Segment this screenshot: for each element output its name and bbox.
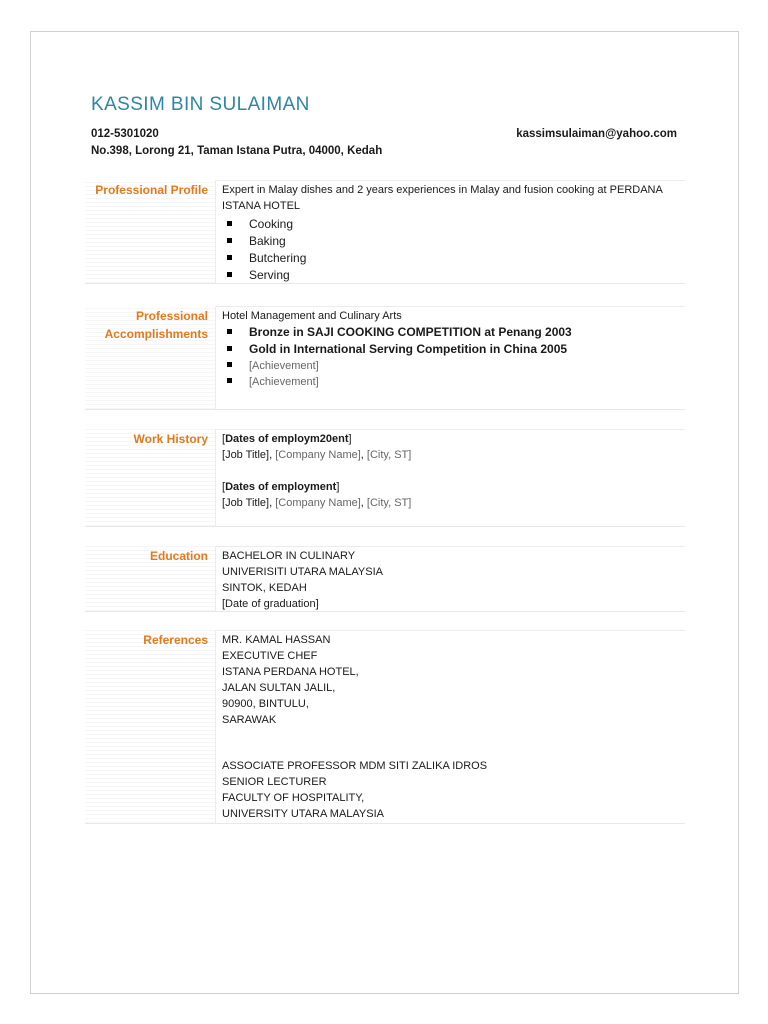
bullet-icon [227, 272, 232, 277]
resume-page [30, 31, 739, 994]
profile-summary: Expert in Malay dishes and 2 years experiences in Malay and fusion cooking at PERDANA ISTANA HOTEL [222, 184, 663, 212]
reference-line: MR. KAMAL HASSAN [222, 634, 331, 646]
skill-text: Butchering [249, 251, 307, 265]
candidate-name: KASSIM BIN SULAIMAN [91, 94, 310, 115]
section-label-cell [85, 630, 215, 824]
list-item [227, 250, 685, 267]
phone-number: 012-5301020 [91, 128, 159, 140]
reference-line: UNIVERSITY UTARA MALAYSIA [222, 808, 384, 820]
section-label-cell [85, 546, 215, 612]
job-details: [Job Title], [Company Name], [City, ST] [222, 497, 412, 509]
section-professional-profile [85, 180, 685, 284]
section-label: Work History [133, 432, 208, 446]
reference-line: ISTANA PERDANA HOTEL, [222, 666, 359, 678]
section-content [215, 630, 685, 824]
reference-line: 90900, BINTULU, [222, 698, 309, 710]
section-content [215, 306, 685, 410]
bullet-icon [227, 346, 232, 351]
section-content [215, 546, 685, 612]
section-content [215, 180, 685, 284]
reference-line: JALAN SULTAN JALIL, [222, 682, 336, 694]
section-content [215, 429, 685, 527]
skill-text: Baking [249, 234, 286, 248]
home-address: No.398, Lorong 21, Taman Istana Putra, 04000, Kedah [91, 145, 383, 157]
section-label-cell [85, 180, 215, 284]
bullet-icon [227, 378, 232, 383]
section-label: Professional Profile [95, 183, 208, 197]
bullet-icon [227, 238, 232, 243]
job-city: [City, ST] [366, 449, 412, 461]
section-label: Education [149, 549, 208, 563]
section-label-line-2: Accomplishments [104, 327, 208, 341]
accomplishment-field: Hotel Management and Culinary Arts [222, 310, 402, 322]
reference-line: ASSOCIATE PROFESSOR MDM SITI ZALIKA IDROS [222, 760, 488, 772]
company-name: [Company Name] [275, 497, 361, 509]
list-item [227, 216, 685, 233]
education-line: SINTOK, KEDAH [222, 582, 307, 594]
education-line: [Date of graduation] [222, 598, 319, 610]
list-item [227, 374, 685, 390]
bullet-icon [227, 255, 232, 260]
list-item [227, 358, 685, 374]
spacer [222, 728, 685, 758]
section-references [85, 630, 685, 824]
job-dates: [Dates of employm20ent] [222, 433, 352, 445]
email-address: kassimsulaiman@yahoo.com [516, 128, 677, 140]
section-label: References [143, 633, 208, 647]
list-item [227, 341, 685, 358]
reference-line: FACULTY OF HOSPITALITY, [222, 792, 365, 804]
section-professional-accomplishments [85, 306, 685, 410]
spacer [222, 463, 685, 479]
accomplishment-text: Gold in International Serving Competition in China 2005 [249, 342, 568, 356]
section-education [85, 546, 685, 612]
list-item [227, 267, 685, 284]
job-details: [Job Title], [Company Name], [City, ST] [222, 449, 412, 461]
skill-text: Serving [249, 268, 290, 282]
reference-line: SENIOR LECTURER [222, 776, 327, 788]
reference-line: SARAWAK [222, 714, 277, 726]
section-work-history [85, 429, 685, 527]
accomplishment-text: [Achievement] [249, 376, 319, 388]
accomplishment-text: Bronze in SAJI COOKING COMPETITION at Penang 2003 [249, 325, 572, 339]
job-dates-text: Dates of employm20ent [225, 433, 349, 445]
reference-line: EXECUTIVE CHEF [222, 650, 318, 662]
job-dates-text: Dates of employment [225, 481, 337, 493]
bullet-icon [227, 221, 232, 226]
job-city: [City, ST] [366, 497, 412, 509]
education-line: UNIVERISITI UTARA MALAYSIA [222, 566, 383, 578]
skill-text: Cooking [249, 217, 294, 231]
list-item [227, 324, 685, 341]
job-title: Job Title [225, 497, 267, 509]
section-label-cell [85, 306, 215, 410]
education-line: BACHELOR IN CULINARY [222, 550, 356, 562]
bullet-icon [227, 329, 232, 334]
list-item [227, 233, 685, 250]
bullet-icon [227, 362, 232, 367]
company-name: [Company Name] [275, 449, 361, 461]
job-title: Job Title [225, 449, 267, 461]
section-label-line-1: Professional [135, 309, 208, 323]
accomplishments-list [222, 324, 685, 390]
skills-list [222, 216, 685, 284]
accomplishment-text: [Achievement] [249, 360, 319, 372]
job-dates: [Dates of employment] [222, 481, 340, 493]
section-label-cell [85, 429, 215, 527]
